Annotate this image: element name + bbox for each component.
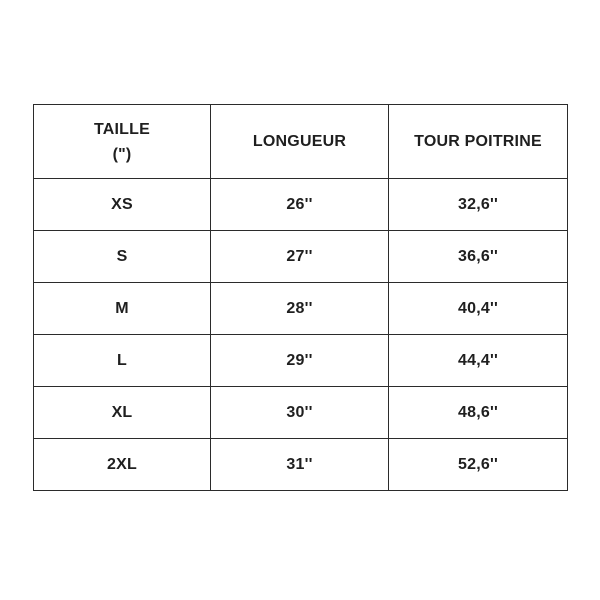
cell-length: 27'' bbox=[211, 231, 389, 283]
table-row bbox=[34, 179, 568, 231]
table-row bbox=[34, 387, 568, 439]
cell-size: XS bbox=[34, 179, 211, 231]
cell-length: 28'' bbox=[211, 283, 389, 335]
cell-chest: 36,6'' bbox=[389, 231, 568, 283]
cell-size: M bbox=[34, 283, 211, 335]
header-length: LONGUEUR bbox=[211, 105, 389, 179]
table-row bbox=[34, 231, 568, 283]
cell-length: 30'' bbox=[211, 387, 389, 439]
table-row bbox=[34, 439, 568, 491]
cell-length: 29'' bbox=[211, 335, 389, 387]
header-chest: TOUR POITRINE bbox=[389, 105, 568, 179]
cell-length: 26'' bbox=[211, 179, 389, 231]
header-size-line-1: TAILLE bbox=[93, 120, 150, 138]
cell-chest: 40,4'' bbox=[389, 283, 568, 335]
cell-chest: 44,4'' bbox=[389, 335, 568, 387]
table-row bbox=[34, 335, 568, 387]
cell-size: S bbox=[34, 231, 211, 283]
header-row bbox=[34, 105, 568, 179]
cell-size: 2XL bbox=[34, 439, 211, 491]
cell-chest: 32,6'' bbox=[389, 179, 568, 231]
cell-size: L bbox=[34, 335, 211, 387]
header-size-line-2: (") bbox=[112, 145, 132, 163]
cell-chest: 52,6'' bbox=[389, 439, 568, 491]
table-row bbox=[34, 283, 568, 335]
cell-size: XL bbox=[34, 387, 211, 439]
cell-chest: 48,6'' bbox=[389, 387, 568, 439]
size-chart-table bbox=[33, 104, 568, 491]
header-size bbox=[34, 105, 211, 179]
cell-length: 31'' bbox=[211, 439, 389, 491]
